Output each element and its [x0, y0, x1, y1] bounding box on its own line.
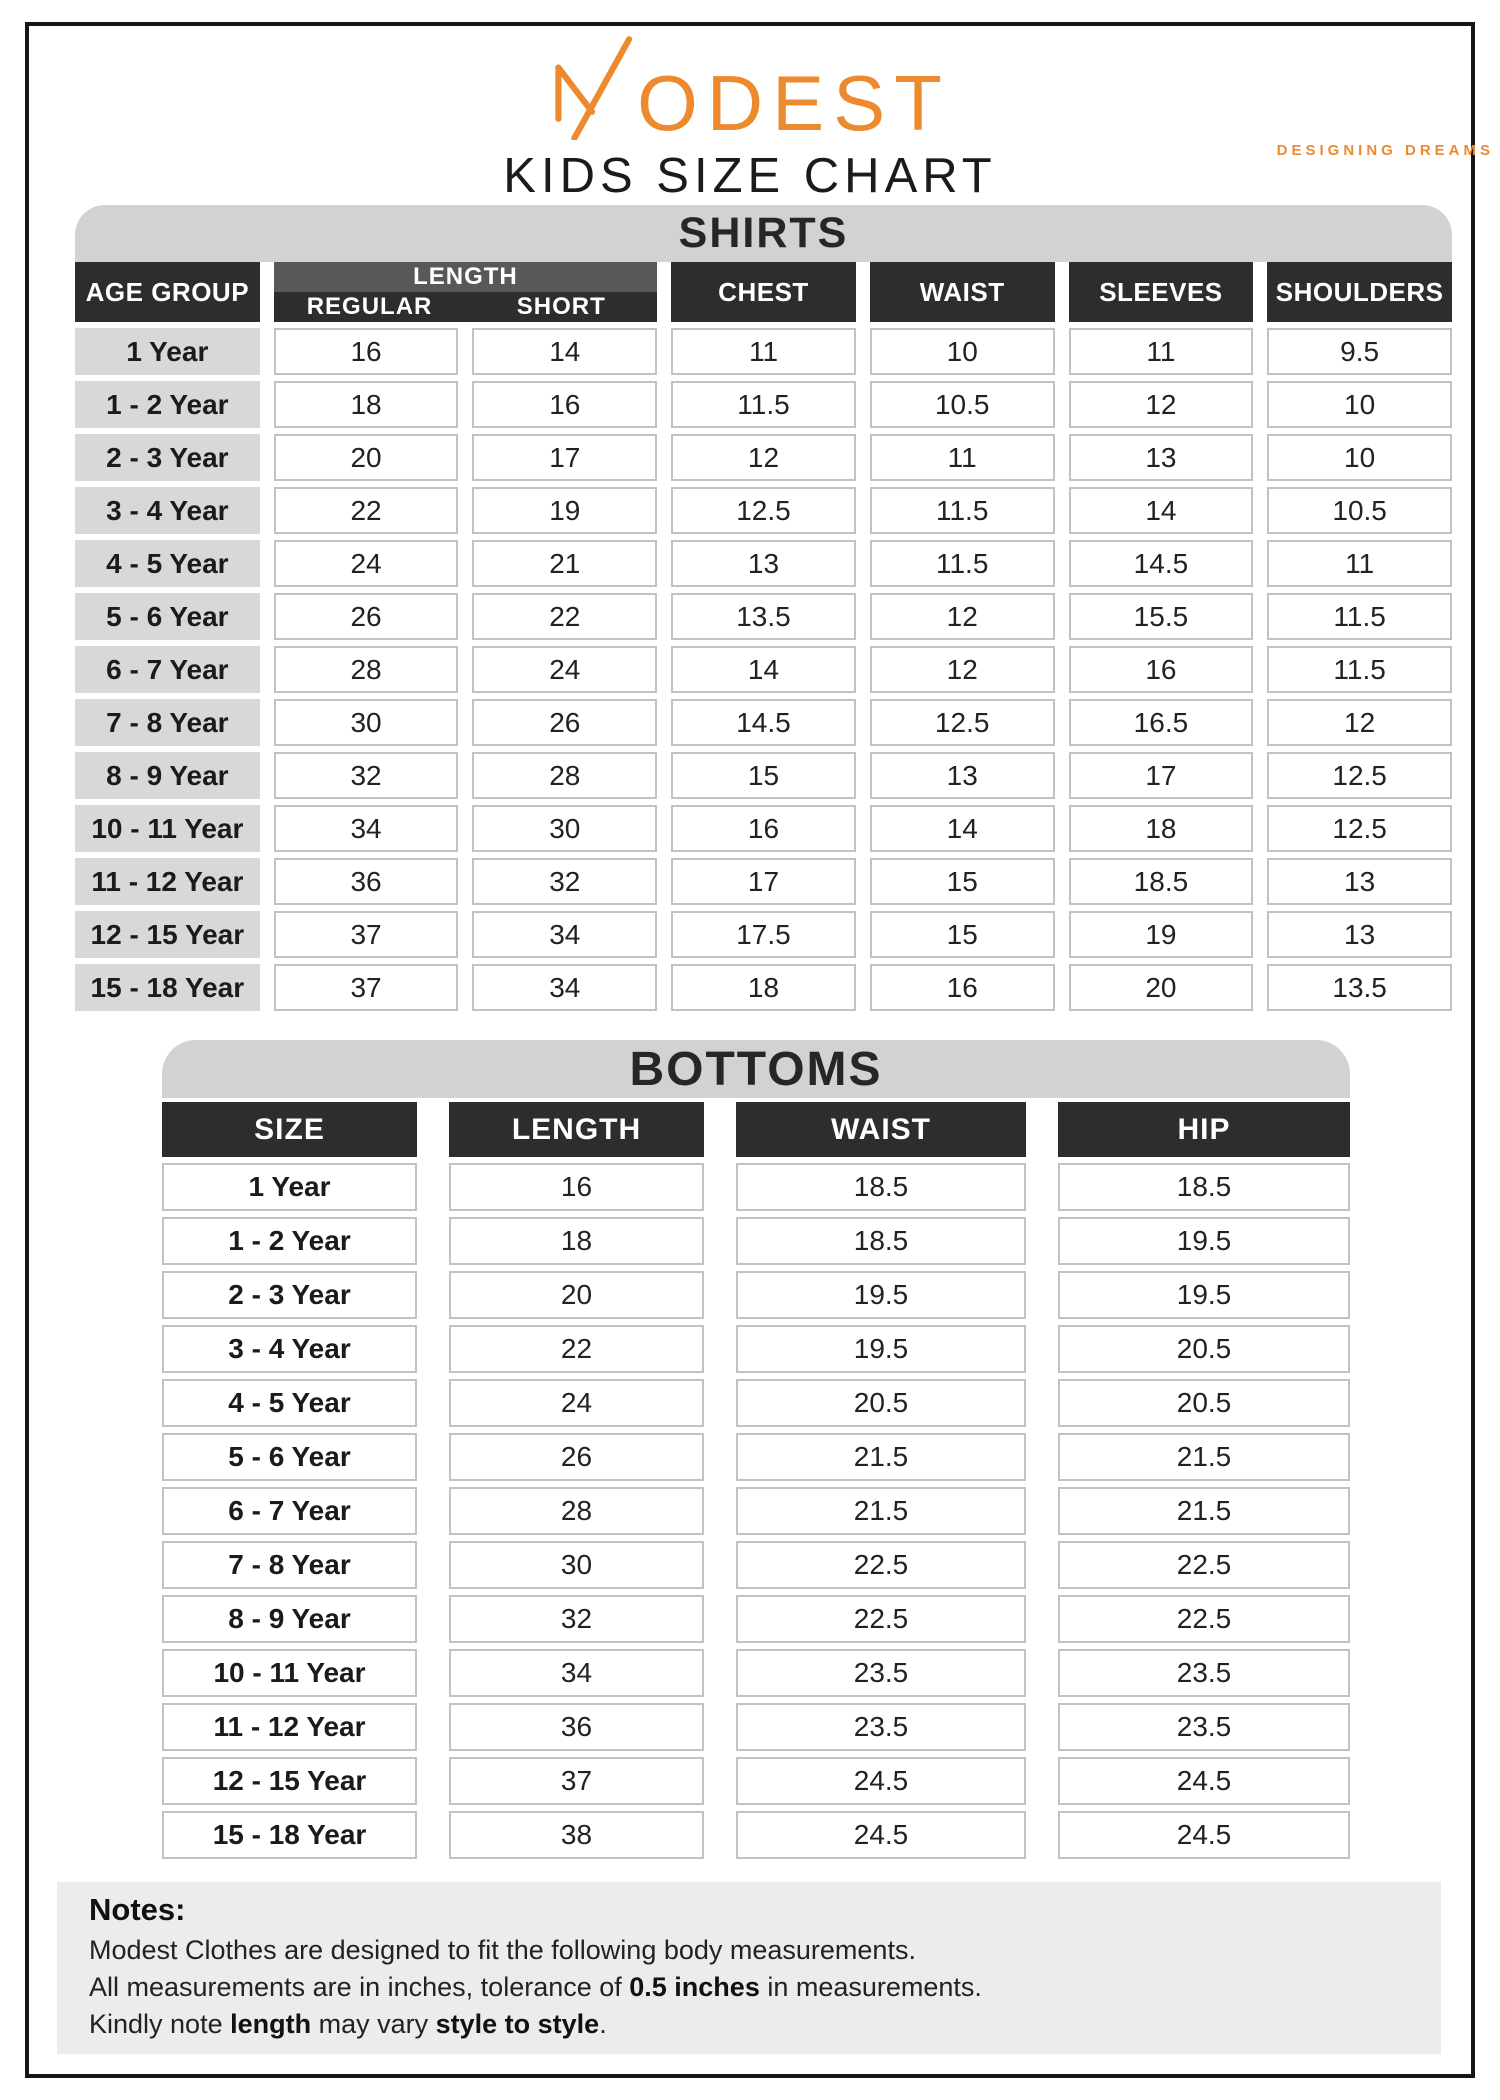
shirts-cell-length-regular: 32 [274, 752, 459, 799]
bottoms-cell-length: 34 [449, 1649, 704, 1697]
bottoms-row-size-label: 8 - 9 Year [162, 1595, 417, 1643]
notes-line-2-suffix: in measurements. [759, 1972, 982, 2002]
bottoms-cell-waist: 22.5 [736, 1595, 1026, 1643]
shirts-cell-sleeves: 16 [1069, 646, 1254, 693]
shirts-cell-chest: 14.5 [671, 699, 856, 746]
notes-title: Notes: [89, 1892, 186, 1927]
shirts-row-age-label: 10 - 11 Year [75, 805, 260, 852]
bottoms-row-size-label: 7 - 8 Year [162, 1541, 417, 1589]
bottoms-cell-hip: 18.5 [1058, 1163, 1350, 1211]
shirts-header-age-group: AGE GROUP [75, 262, 260, 322]
shirts-cell-sleeves: 15.5 [1069, 593, 1254, 640]
shirts-cell-length-short: 19 [472, 487, 657, 534]
stylized-m-icon [549, 34, 635, 140]
shirts-header-sleeves: SLEEVES [1069, 262, 1254, 322]
shirts-cell-waist: 10 [870, 328, 1055, 375]
shirts-cell-sleeves: 13 [1069, 434, 1254, 481]
bottoms-header-length: LENGTH [449, 1102, 704, 1157]
notes-line-2 [89, 1969, 1409, 2006]
bottoms-section-banner: BOTTOMS [162, 1040, 1350, 1098]
shirts-cell-length-regular: 37 [274, 964, 459, 1011]
bottoms-cell-hip: 20.5 [1058, 1379, 1350, 1427]
notes-section [57, 1882, 1441, 2054]
shirts-cell-waist: 15 [870, 911, 1055, 958]
bottoms-cell-length: 18 [449, 1217, 704, 1265]
shirts-cell-sleeves: 14 [1069, 487, 1254, 534]
bottoms-cell-waist: 24.5 [736, 1811, 1026, 1859]
shirts-row-age-label: 6 - 7 Year [75, 646, 260, 693]
bottoms-cell-length: 36 [449, 1703, 704, 1751]
bottoms-cell-length: 28 [449, 1487, 704, 1535]
shirts-cell-sleeves: 18 [1069, 805, 1254, 852]
shirts-cell-shoulders: 10.5 [1267, 487, 1452, 534]
bottoms-cell-length: 24 [449, 1379, 704, 1427]
bottoms-cell-waist: 19.5 [736, 1271, 1026, 1319]
shirts-cell-shoulders: 9.5 [1267, 328, 1452, 375]
bottoms-cell-length: 22 [449, 1325, 704, 1373]
shirts-row-age-label: 2 - 3 Year [75, 434, 260, 481]
shirts-cell-sleeves: 14.5 [1069, 540, 1254, 587]
notes-line-3-bold-style: style to style [435, 2009, 600, 2039]
notes-line-3-mid: may vary [311, 2009, 436, 2039]
bottoms-row-size-label: 5 - 6 Year [162, 1433, 417, 1481]
shirts-cell-sleeves: 12 [1069, 381, 1254, 428]
bottoms-row-size-label: 12 - 15 Year [162, 1757, 417, 1805]
bottoms-cell-waist: 18.5 [736, 1163, 1026, 1211]
shirts-row-age-label: 12 - 15 Year [75, 911, 260, 958]
bottoms-cell-length: 38 [449, 1811, 704, 1859]
shirts-cell-shoulders: 10 [1267, 434, 1452, 481]
bottoms-cell-waist: 21.5 [736, 1487, 1026, 1535]
shirts-cell-sleeves: 19 [1069, 911, 1254, 958]
shirts-cell-length-short: 16 [472, 381, 657, 428]
shirts-row-age-label: 7 - 8 Year [75, 699, 260, 746]
shirts-cell-chest: 11 [671, 328, 856, 375]
shirts-cell-length-short: 34 [472, 911, 657, 958]
bottoms-cell-length: 16 [449, 1163, 704, 1211]
bottoms-row-size-label: 6 - 7 Year [162, 1487, 417, 1535]
shirts-cell-shoulders: 11 [1267, 540, 1452, 587]
shirts-cell-length-short: 17 [472, 434, 657, 481]
shirts-cell-length-regular: 16 [274, 328, 459, 375]
bottoms-cell-waist: 18.5 [736, 1217, 1026, 1265]
shirts-cell-shoulders: 13 [1267, 911, 1452, 958]
bottoms-cell-hip: 24.5 [1058, 1811, 1350, 1859]
shirts-cell-waist: 15 [870, 858, 1055, 905]
bottoms-cell-waist: 19.5 [736, 1325, 1026, 1373]
shirts-cell-chest: 14 [671, 646, 856, 693]
shirts-cell-length-regular: 26 [274, 593, 459, 640]
shirts-cell-shoulders: 11.5 [1267, 593, 1452, 640]
notes-line-2-text: All measurements are in inches, tolerance of [89, 1972, 630, 2002]
bottoms-cell-hip: 21.5 [1058, 1487, 1350, 1535]
shirts-header-length-types [274, 292, 657, 322]
shirts-cell-length-regular: 28 [274, 646, 459, 693]
shirts-cell-length-regular: 37 [274, 911, 459, 958]
bottoms-row-size-label: 2 - 3 Year [162, 1271, 417, 1319]
notes-line-3 [89, 2006, 1409, 2043]
bottoms-cell-hip: 22.5 [1058, 1541, 1350, 1589]
shirts-cell-chest: 15 [671, 752, 856, 799]
bottoms-cell-length: 30 [449, 1541, 704, 1589]
bottoms-row-size-label: 4 - 5 Year [162, 1379, 417, 1427]
shirts-cell-waist: 16 [870, 964, 1055, 1011]
shirts-cell-length-regular: 30 [274, 699, 459, 746]
shirts-row-age-label: 1 - 2 Year [75, 381, 260, 428]
shirts-row-age-label: 8 - 9 Year [75, 752, 260, 799]
notes-line-3-bold-length: length [230, 2009, 312, 2039]
shirts-cell-length-short: 34 [472, 964, 657, 1011]
shirts-cell-chest: 18 [671, 964, 856, 1011]
shirts-row-age-label: 15 - 18 Year [75, 964, 260, 1011]
shirts-cell-shoulders: 12.5 [1267, 805, 1452, 852]
shirts-cell-chest: 16 [671, 805, 856, 852]
bottoms-cell-length: 20 [449, 1271, 704, 1319]
notes-line-1: Modest Clothes are designed to fit the following body measurements. [89, 1935, 916, 1965]
shirts-cell-chest: 17 [671, 858, 856, 905]
shirts-cell-waist: 10.5 [870, 381, 1055, 428]
shirts-cell-length-short: 30 [472, 805, 657, 852]
notes-line-3-text: Kindly note [89, 2009, 231, 2039]
shirts-cell-length-short: 14 [472, 328, 657, 375]
shirts-cell-waist: 14 [870, 805, 1055, 852]
shirts-cell-sleeves: 16.5 [1069, 699, 1254, 746]
shirts-cell-length-regular: 36 [274, 858, 459, 905]
shirts-cell-shoulders: 12.5 [1267, 752, 1452, 799]
bottoms-table [162, 1102, 1350, 1859]
shirts-header-chest: CHEST [671, 262, 856, 322]
shirts-row-age-label: 11 - 12 Year [75, 858, 260, 905]
bottoms-cell-waist: 22.5 [736, 1541, 1026, 1589]
notes-line-3-suffix: . [599, 2009, 607, 2039]
shirts-header-waist: WAIST [870, 262, 1055, 322]
shirts-cell-length-regular: 18 [274, 381, 459, 428]
bottoms-section [162, 1040, 1350, 1859]
shirts-cell-length-regular: 22 [274, 487, 459, 534]
bottoms-cell-hip: 20.5 [1058, 1325, 1350, 1373]
shirts-cell-shoulders: 11.5 [1267, 646, 1452, 693]
shirts-cell-waist: 12 [870, 593, 1055, 640]
bottoms-row-size-label: 10 - 11 Year [162, 1649, 417, 1697]
shirts-cell-waist: 13 [870, 752, 1055, 799]
bottoms-cell-hip: 19.5 [1058, 1217, 1350, 1265]
bottoms-cell-length: 26 [449, 1433, 704, 1481]
shirts-cell-length-regular: 34 [274, 805, 459, 852]
shirts-section-banner: SHIRTS [75, 205, 1452, 262]
shirts-cell-chest: 17.5 [671, 911, 856, 958]
bottoms-row-size-label: 1 Year [162, 1163, 417, 1211]
shirts-cell-sleeves: 11 [1069, 328, 1254, 375]
notes-line-2-bold: 0.5 inches [629, 1972, 760, 2002]
bottoms-cell-waist: 24.5 [736, 1757, 1026, 1805]
shirts-cell-waist: 11 [870, 434, 1055, 481]
bottoms-row-size-label: 15 - 18 Year [162, 1811, 417, 1859]
shirts-header-regular: REGULAR [306, 293, 433, 320]
bottoms-cell-waist: 20.5 [736, 1379, 1026, 1427]
shirts-cell-sleeves: 18.5 [1069, 858, 1254, 905]
shirts-cell-shoulders: 10 [1267, 381, 1452, 428]
bottoms-cell-hip: 23.5 [1058, 1649, 1350, 1697]
shirts-cell-shoulders: 13 [1267, 858, 1452, 905]
bottoms-cell-hip: 23.5 [1058, 1703, 1350, 1751]
shirts-header-short: SHORT [516, 293, 606, 320]
shirts-cell-chest: 11.5 [671, 381, 856, 428]
bottoms-cell-hip: 24.5 [1058, 1757, 1350, 1805]
shirts-header-shoulders: SHOULDERS [1267, 262, 1452, 322]
shirts-section [75, 205, 1452, 1011]
shirts-cell-length-regular: 24 [274, 540, 459, 587]
brand-name: ODEST [637, 58, 951, 147]
shirts-cell-chest: 13 [671, 540, 856, 587]
shirts-cell-length-short: 28 [472, 752, 657, 799]
shirts-cell-length-short: 22 [472, 593, 657, 640]
shirts-cell-length-short: 26 [472, 699, 657, 746]
shirts-cell-chest: 12.5 [671, 487, 856, 534]
bottoms-cell-waist: 23.5 [736, 1649, 1026, 1697]
shirts-row-age-label: 5 - 6 Year [75, 593, 260, 640]
bottoms-header-hip: HIP [1058, 1102, 1350, 1157]
bottoms-cell-hip: 21.5 [1058, 1433, 1350, 1481]
brand-logo-row [549, 34, 951, 147]
brand-logo [0, 34, 1500, 159]
shirts-row-age-label: 1 Year [75, 328, 260, 375]
bottoms-header-size: SIZE [162, 1102, 417, 1157]
shirts-row-age-label: 4 - 5 Year [75, 540, 260, 587]
bottoms-cell-waist: 23.5 [736, 1703, 1026, 1751]
shirts-cell-length-short: 21 [472, 540, 657, 587]
bottoms-cell-length: 32 [449, 1595, 704, 1643]
bottoms-cell-hip: 22.5 [1058, 1595, 1350, 1643]
shirts-cell-sleeves: 17 [1069, 752, 1254, 799]
bottoms-cell-length: 37 [449, 1757, 704, 1805]
shirts-cell-shoulders: 13.5 [1267, 964, 1452, 1011]
shirts-table [75, 262, 1452, 1011]
shirts-cell-length-regular: 20 [274, 434, 459, 481]
bottoms-row-size-label: 3 - 4 Year [162, 1325, 417, 1373]
bottoms-cell-waist: 21.5 [736, 1433, 1026, 1481]
shirts-cell-length-short: 24 [472, 646, 657, 693]
bottoms-row-size-label: 1 - 2 Year [162, 1217, 417, 1265]
shirts-header-length: LENGTH [274, 262, 657, 292]
shirts-cell-waist: 11.5 [870, 540, 1055, 587]
bottoms-cell-hip: 19.5 [1058, 1271, 1350, 1319]
shirts-header-length-group [274, 262, 657, 322]
shirts-cell-chest: 12 [671, 434, 856, 481]
brand-tagline: DESIGNING DREAMS [1276, 142, 1494, 159]
bottoms-header-waist: WAIST [736, 1102, 1026, 1157]
shirts-cell-waist: 12 [870, 646, 1055, 693]
shirts-cell-shoulders: 12 [1267, 699, 1452, 746]
page-title: KIDS SIZE CHART [503, 149, 997, 203]
shirts-cell-sleeves: 20 [1069, 964, 1254, 1011]
shirts-cell-waist: 11.5 [870, 487, 1055, 534]
shirts-row-age-label: 3 - 4 Year [75, 487, 260, 534]
bottoms-row-size-label: 11 - 12 Year [162, 1703, 417, 1751]
shirts-cell-waist: 12.5 [870, 699, 1055, 746]
shirts-cell-chest: 13.5 [671, 593, 856, 640]
shirts-cell-length-short: 32 [472, 858, 657, 905]
